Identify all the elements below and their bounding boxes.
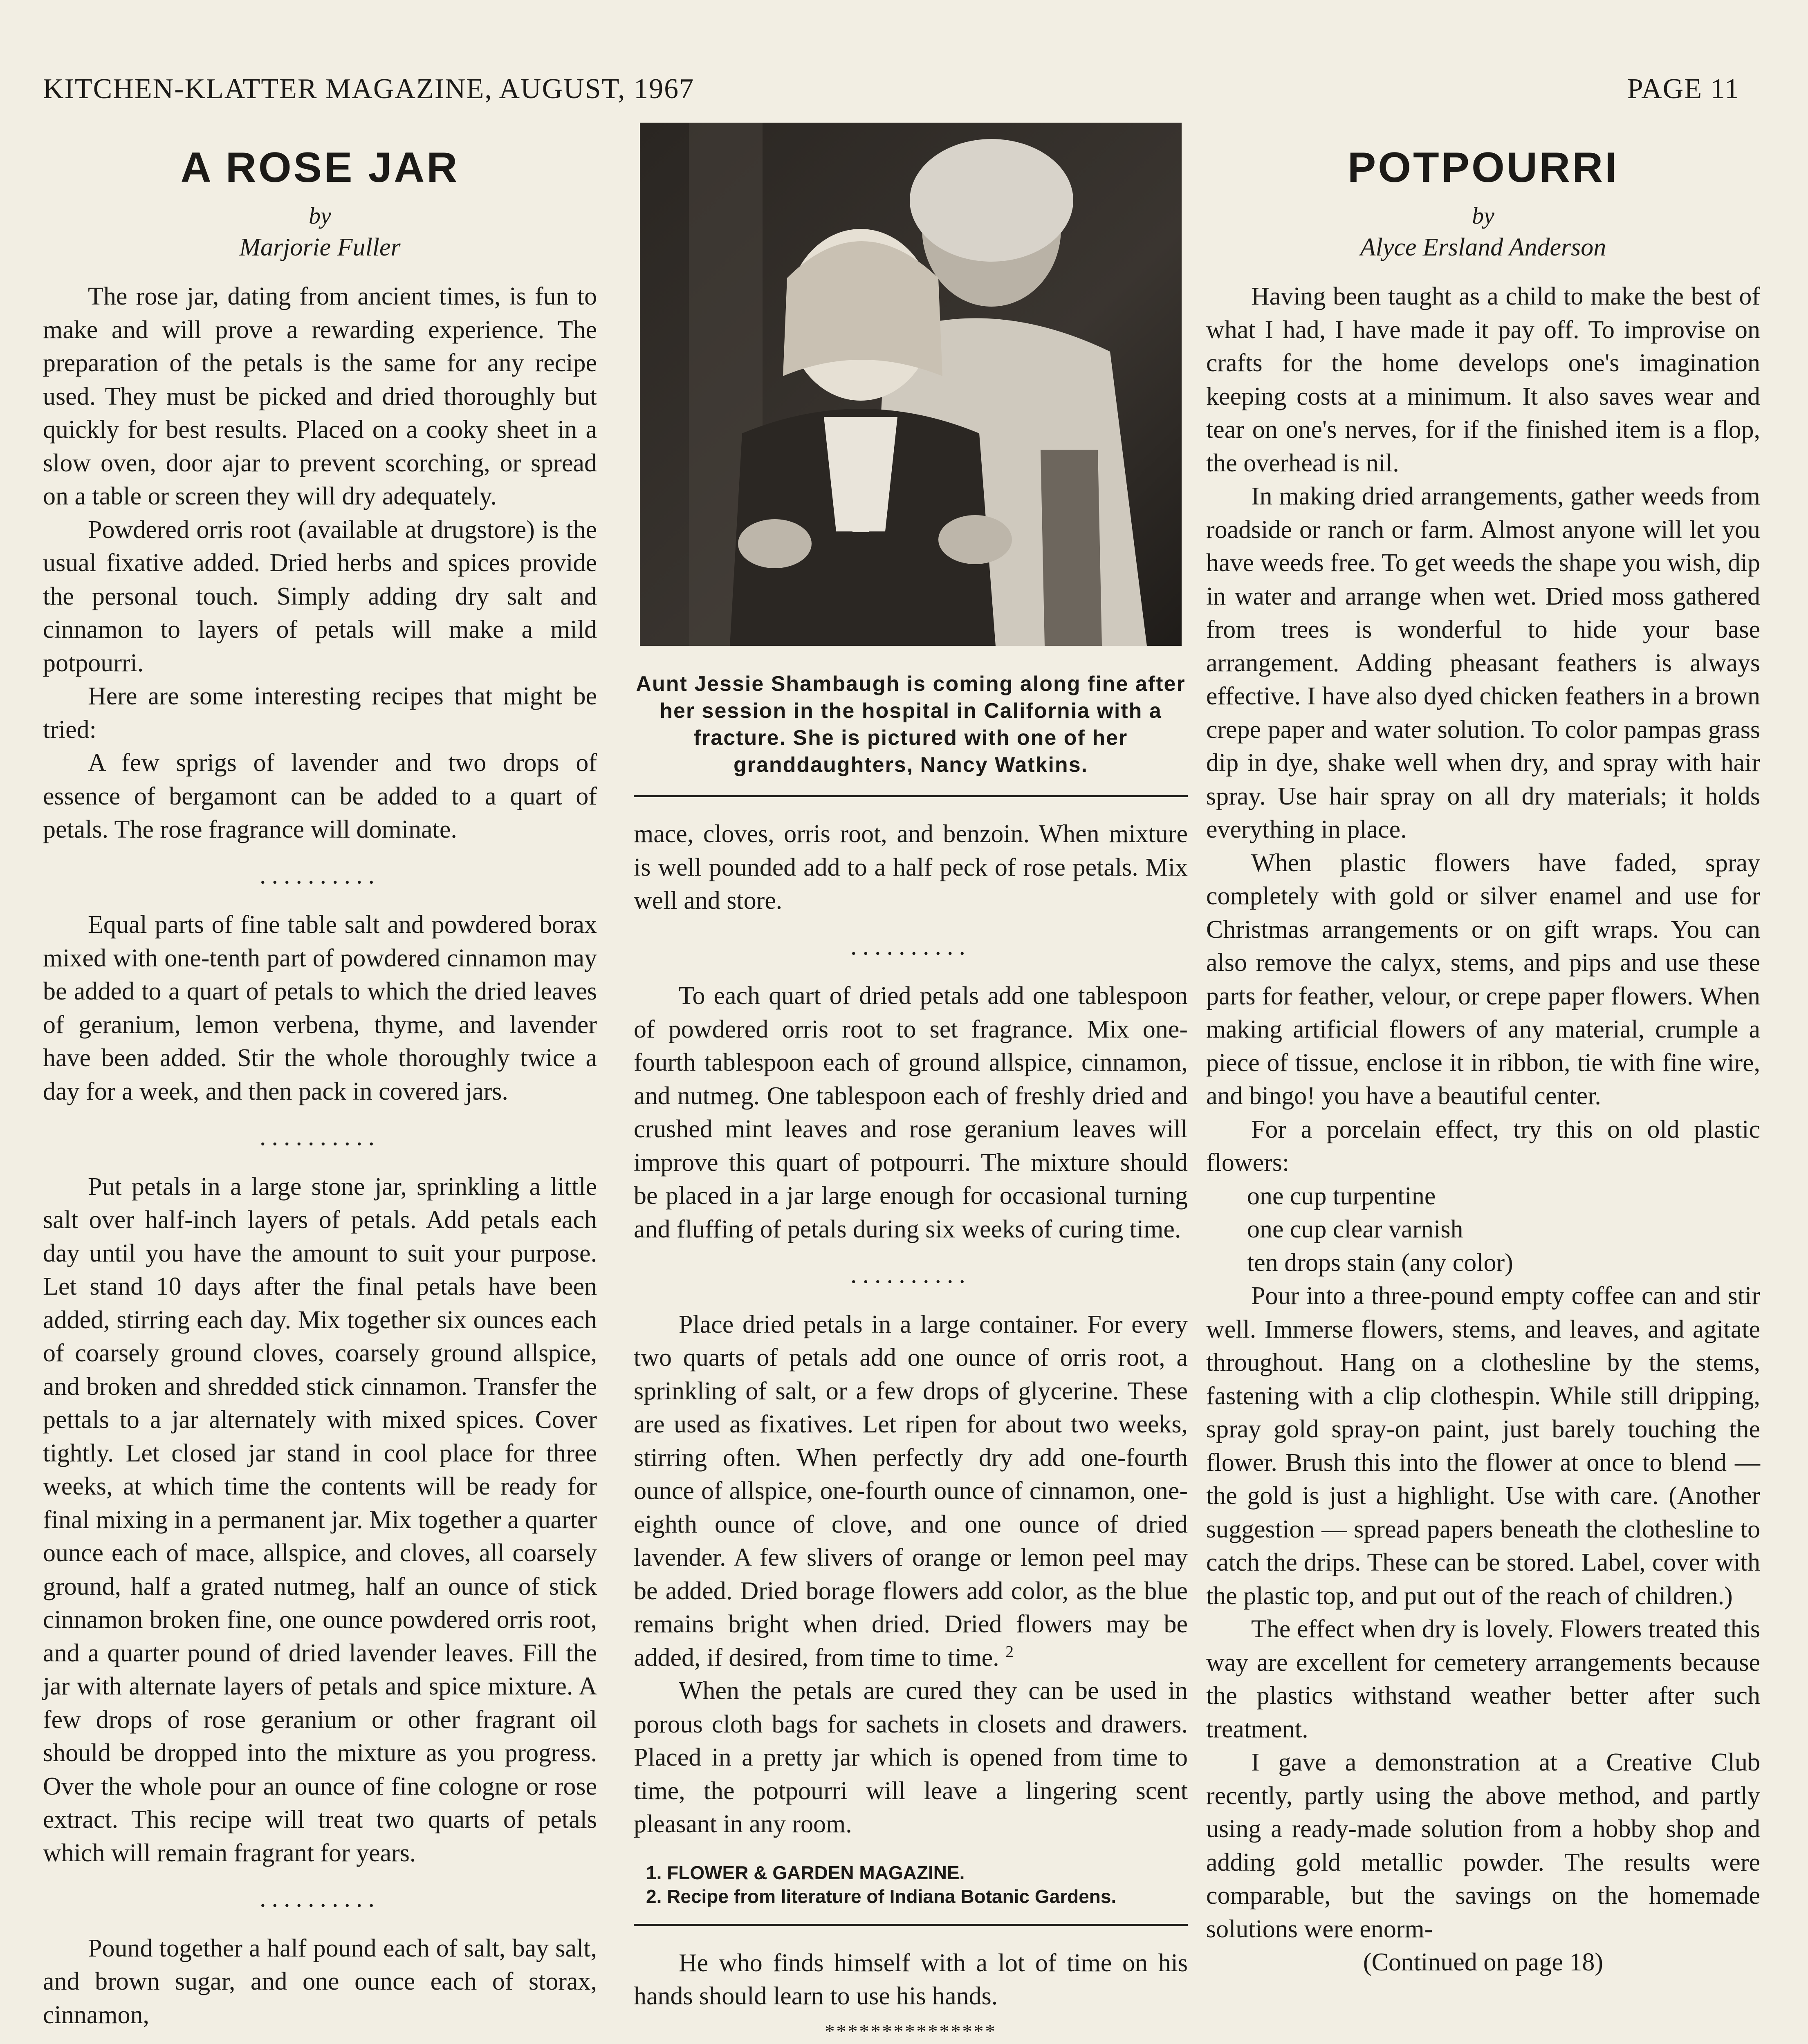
page-number: PAGE 11 (1627, 73, 1740, 105)
section-divider-dots: .......... (850, 932, 971, 960)
section-divider-dots: .......... (850, 1261, 971, 1289)
rose-jar-by: by (309, 202, 331, 229)
ingredient-list (1247, 1180, 1760, 1280)
rose-jar-paragraph: Pound together a half pound each of salt, bay salt, and brown sugar, and one ounce each of storax, cinnamon, (43, 1934, 597, 2029)
rose-jar-paragraph: When the petals are cured they can be used in porous cloth bags for sachets in closets and drawers. Placed in a pretty jar which is opened from time to time, the potpourri will leave a lingering scent pleasant in any room. (634, 1677, 1188, 1838)
column-2 (634, 123, 1188, 2044)
page-header (43, 73, 1740, 110)
caption-divider (634, 795, 1188, 797)
potpourri-title: POTPOURRI (1347, 144, 1619, 191)
potpourri-paragraph: I gave a demonstration at a Creative Club recently, partly using the above method, and partly using a ready-made solution from a hobby shop and adding gold metallic powder. The results were comparable, but the savings on the homemade solutions were enorm- (1206, 1748, 1760, 1943)
potpourri-by: by (1472, 202, 1494, 229)
ingredient-item: ten drops stain (any color) (1247, 1248, 1513, 1277)
potpourri-paragraph: Having been taught as a child to make the best of what I had, I have made it pay off. To improvise on crafts for the home develops one's imagination keeping costs at a minimum. It also saves wear and tear on one's nerves, for if the finished item is a flop, the overhead is nil. (1206, 282, 1760, 477)
potpourri-paragraph: Pour into a three-pound empty coffee can and stir well. Immerse flowers, stems, and leaves, and agitate throughout. Hang on a clothesline by the stems, fastening with a clip clothespin. While still dripping, spray gold spray-on paint, just barely touching the flower. Brush this into the flower at once to blend — the gold is just a highlight. Use with care. (Another suggestion — spread papers beneath the clothesline to catch the drips. These can be stored. Label, cover with the plastic top, and put out of the reach of children.) (1206, 1282, 1760, 1610)
filler-stars: *************** (825, 2020, 997, 2042)
rose-jar-paragraph: Equal parts of fine table salt and powdered borax mixed with one-tenth part of powdered cinnamon may be added to a quart of petals to which the dried leaves of geranium, lemon verbena, thyme, and lavender have been added. Stir the whole thoroughly twice a day for a week, and then pack in covered jars. (43, 911, 597, 1105)
section-divider-dots: .......... (260, 1885, 380, 1912)
continued-notice: (Continued on page 18) (1363, 1948, 1604, 1976)
rose-jar-paragraph: To each quart of dried petals add one tablespoon of powdered orris root to set fragrance. Mix one-fourth tablespoon each of ground allspice, cinnamon, and nutmeg. One tablespoon each of freshly dried and crushed mint leaves and rose geranium leaves will improve this quart of potpourri. The mixture should be placed in a jar large enough for occasional turning and fluffing of petals during six weeks of curing time. (634, 982, 1188, 1243)
section-divider-dots: .......... (260, 1123, 380, 1151)
magazine-title: KITCHEN-KLATTER MAGAZINE, AUGUST, 1967 (43, 73, 695, 105)
rose-jar-author: Marjorie Fuller (239, 233, 401, 261)
ingredient-item: one cup turpentine (1247, 1182, 1436, 1210)
potpourri-paragraph: For a porcelain effect, try this on old plastic flowers: (1206, 1115, 1760, 1177)
ingredient-item: one cup clear varnish (1247, 1215, 1463, 1243)
photo-frame (640, 123, 1182, 646)
potpourri-author: Alyce Ersland Anderson (1360, 233, 1606, 261)
footnote-1: 1. FLOWER & GARDEN MAGAZINE. (646, 1862, 965, 1883)
rose-jar-paragraph (634, 1308, 1188, 1675)
section-divider-dots: .......... (260, 861, 380, 889)
column-1 (43, 123, 597, 2032)
photo-caption: Aunt Jessie Shambaugh is coming along fine after her session in the hospital in California with a fracture. She is pictured with one of her granddaughters, Nancy Watkins. (636, 672, 1186, 777)
rose-jar-paragraph-text: Place dried petals in a large container. For every two quarts of petals add one ounce of orris root, a sprinkling of salt, or a few drops of glycerine. These are used as fixatives. Let ripen for about two weeks, stirring often. When perfectly dry add one-fourth ounce of allspice, one-fourth ounce of cinnamon, one-eighth ounce of clove, and one ounce of dried lavender. A few slivers of orange or lemon peel may be added. Dried borage flowers add color, as the blue remains bright when dried. Dried flowers may be added, if desired, from time to time. (634, 1310, 1188, 1672)
potpourri-paragraph: In making dried arrangements, gather weeds from roadside or ranch or farm. Almost anyone will let you have weeds free. To get weeds the shape you wish, dip in water and arrange when wet. Dried moss gathered from trees is wonderful to hide your base arrangement. Adding pheasant feathers is always effective. I have also dyed chicken feathers in a brown crepe paper and water solution. To color pampas grass dip in dye, shake well when dry, and spray with hair spray. Use hair spray on all dry materials; it holds everything in place. (1206, 482, 1760, 843)
potpourri-paragraph: The effect when dry is lovely. Flowers treated this way are excellent for cemetery arrangements because the plastics withstand weather better after such treatment. (1206, 1615, 1760, 1743)
potpourri-paragraph: When plastic flowers have faded, spray completely with gold or silver enamel and use for Christmas arrangements or on gift wraps. You can also remove the calyx, stems, and pips and use these parts for feather, velour, or crepe paper flowers. When making artificial flowers of any material, crumple a piece of tissue, enclose it in ribbon, tie with fine wire, and bingo! you have a beautiful center. (1206, 849, 1760, 1110)
rose-jar-paragraph: A few sprigs of lavender and two drops of essence of bergamont can be added to a quart of petals. The rose fragrance will dominate. (43, 749, 597, 843)
footnote-2: 2. Recipe from literature of Indiana Botanic Gardens. (646, 1885, 1117, 1907)
rose-jar-paragraph: Put petals in a large stone jar, sprinkling a little salt over half-inch layers of petals. Add petals each day until you have the amount to suit your purpose. Let stand 10 days after the final petals have been added, stirring each day. Mix together six ounces each of coarsely ground cloves, coarsely ground allspice, and broken and shredded stick cinnamon. Transfer the pettals to a jar alternately with mixed spices. Cover tightly. Let closed jar stand in cool place for three weeks, at which time the contents will be ready for final mixing in a permanent jar. Mix together a quarter ounce each of mace, allspice, and cloves, all coarsely ground, half a grated nutmeg, half an ounce of stick cinnamon broken fine, one ounce powdered orris root, and a quarter pound of dried lavender leaves. Fill the jar with alternate layers of petals and spice mixture. A few drops of rose geranium or other fragrant oil should be dropped into the mixture as you progress. Over the whole pour an ounce of fine cologne or rose extract. This recipe will treat two quarts of petals which will remain fragrant for years. (43, 1172, 597, 1867)
rose-jar-paragraph: mace, cloves, orris root, and benzoin. When mixture is well pounded add to a half peck of rose petals. Mix well and store. (634, 820, 1188, 914)
footnote-divider (634, 1924, 1188, 1926)
rose-jar-paragraph: Powdered orris root (available at drugstore) is the usual fixative added. Dried herbs and spices provide the personal touch. Simply adding dry salt and cinnamon to layers of petals will make a mild potpourri. (43, 515, 597, 677)
rose-jar-paragraph: The rose jar, dating from ancient times, is fun to make and will prove a rewarding experience. The preparation of the petals is the same for any recipe used. They must be picked and dried thoroughly but quickly for best results. Placed on a cooky sheet in a slow oven, door ajar to prevent scorching, or spread on a table or screen they will dry adequately. (43, 282, 597, 510)
rose-jar-title: A ROSE JAR (180, 144, 460, 191)
footnotes (646, 1862, 1188, 1907)
column-3 (1206, 123, 1760, 1979)
photo-grandmother-granddaughter (640, 123, 1182, 646)
footnote-ref: 2 (1005, 1642, 1014, 1661)
rose-jar-paragraph: Here are some interesting recipes that might be tried: (43, 682, 597, 744)
filler-hands: He who finds himself with a lot of time on his hands should learn to use his hands. (634, 1949, 1188, 2010)
